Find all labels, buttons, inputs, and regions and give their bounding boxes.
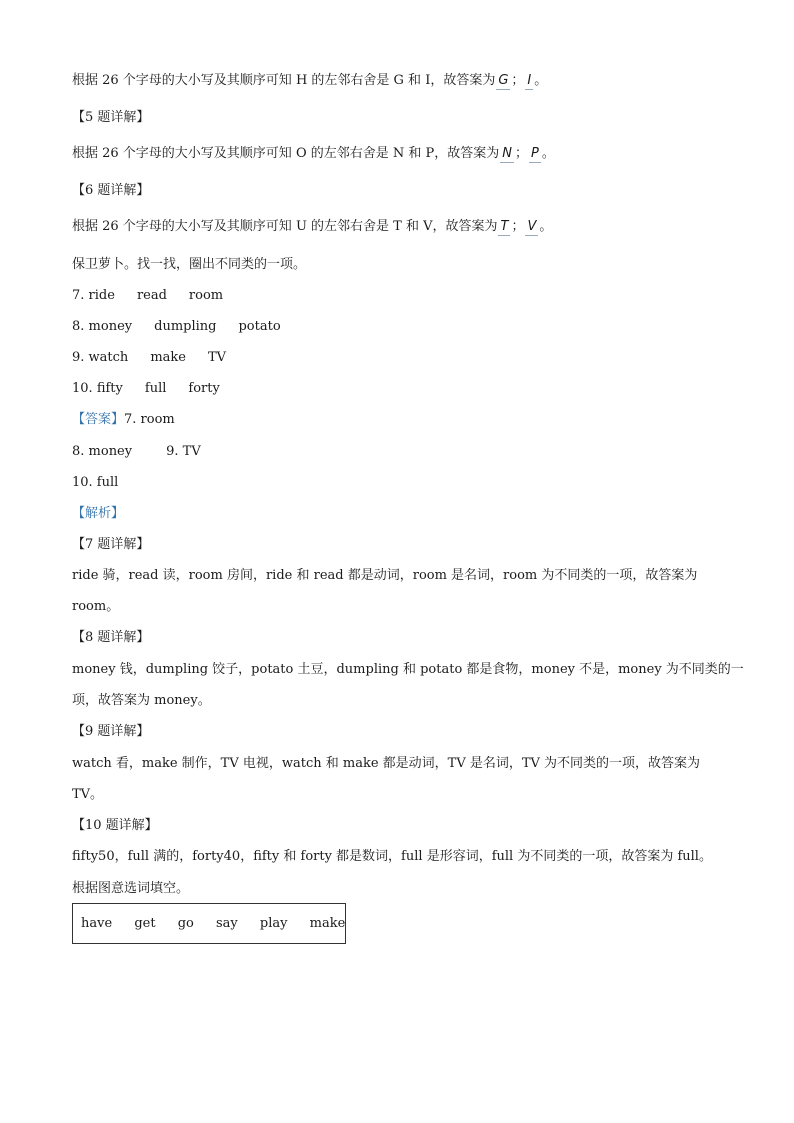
answer-blank: I <box>527 73 532 88</box>
q10-explanation: fifty50，full 满的，forty40，fifty 和 forty 都是数词，full 是形容词，full 为不同类的一项，故答案为 full。 <box>72 849 712 864</box>
answer-blank: P <box>531 146 539 161</box>
q9-explanation-cont: TV。 <box>72 787 104 802</box>
question-10: 10. fifty full forty <box>72 381 220 396</box>
q9-heading: 【9 题详解】 <box>72 724 150 739</box>
question-7: 7. ride read room <box>72 288 224 303</box>
answer-blank: V <box>527 219 537 234</box>
q10-heading: 【10 题详解】 <box>72 818 158 833</box>
word-bank-item: get <box>134 916 156 931</box>
fill-title: 根据图意选词填空。 <box>72 881 190 896</box>
word-bank-item: play <box>259 916 288 931</box>
answer-blank: T <box>500 219 509 234</box>
q7-explanation: ride 骑，read 读，room 房间，ride 和 read 都是动词，room 是名词，room 为不同类的一项，故答案为 <box>72 568 698 583</box>
word-bank <box>81 916 363 931</box>
q9-explanation: watch 看，make 制作，TV 电视，watch 和 make 都是动词，TV 是名词，TV 为不同类的一项，故答案为 <box>72 756 701 771</box>
answer-blank: N <box>502 146 512 161</box>
answer-row: 10. full <box>72 475 119 490</box>
q6-heading: 【6 题详解】 <box>72 183 150 198</box>
q5-heading: 【5 题详解】 <box>72 110 150 125</box>
question-8: 8. money dumpling potato <box>72 319 281 334</box>
q8-heading: 【8 题详解】 <box>72 630 150 645</box>
word-bank-item: say <box>216 916 238 931</box>
question-9: 9. watch make TV <box>72 350 227 365</box>
q8-explanation: money 钱，dumpling 饺子，potato 土豆，dumpling 和 potato 都是食物，money 不是，money 为不同类的一 <box>72 662 744 677</box>
word-bank-item: have <box>81 916 113 931</box>
answer-label: 【答案】 <box>72 412 125 427</box>
analysis-label: 【解析】 <box>72 506 125 521</box>
answer-row: 8. money 9. TV <box>72 444 201 459</box>
q7-heading: 【7 题详解】 <box>72 537 150 552</box>
q5-explanation: 根据 26 个字母的大小写及其顺序可知 O 的左邻右舍是 N 和 P，故答案为 N ； P 。 <box>72 146 555 161</box>
word-bank-item: make <box>309 916 346 931</box>
word-bank-item: go <box>177 916 194 931</box>
answer-row: 【答案】7. room <box>72 412 175 427</box>
word-bank-box <box>72 903 346 944</box>
q6-explanation: 根据 26 个字母的大小写及其顺序可知 U 的左邻右舍是 T 和 V，故答案为 T ； V 。 <box>72 219 553 234</box>
q7-explanation-cont: room。 <box>72 599 120 614</box>
q4-explanation: 根据 26 个字母的大小写及其顺序可知 H 的左邻右舍是 G 和 I，故答案为 G ； I 。 <box>72 73 548 88</box>
answer-blank: G <box>498 73 509 88</box>
q8-explanation-cont: 项，故答案为 money。 <box>72 693 211 708</box>
section-title: 保卫萝卜。找一找，圈出不同类的一项。 <box>72 257 307 272</box>
